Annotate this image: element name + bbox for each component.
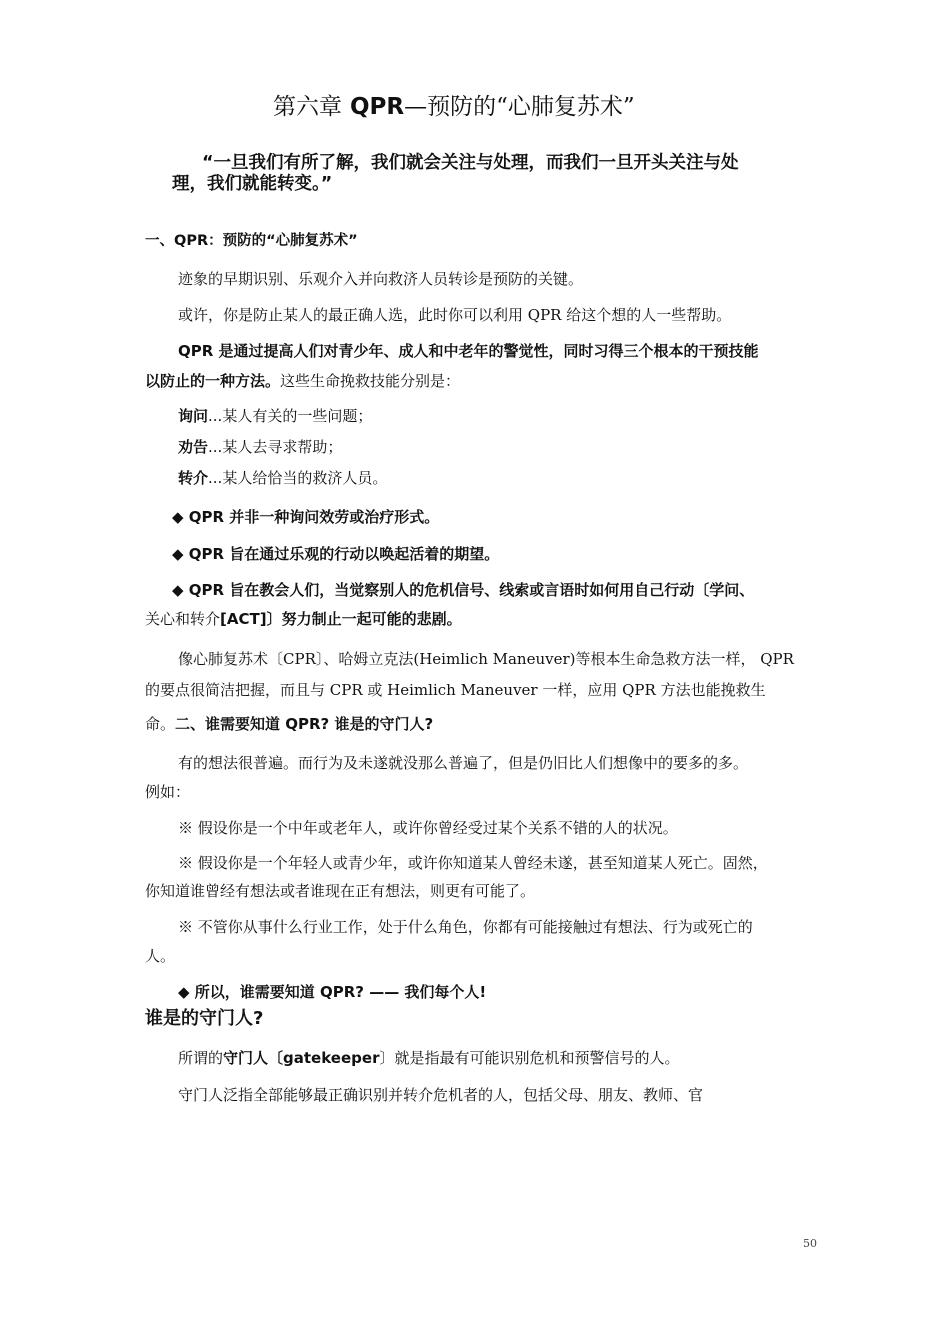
skill-desc: ...某人去寻求帮助； [208,438,343,456]
quote-line-1: “一旦我们有所了解，我们就会关注与处理，而我们一旦开头关注与处 [202,153,739,173]
example-item: ※ 假设你是一个年轻人或青少年，或许你知道某人曾经未遂，甚至知道某人死亡。固然， [178,854,768,872]
section-2-heading: 二、谁需要知道 QPR? 谁是的守门人? [175,715,434,733]
chapter-title-rest: —预防的“心肺复苏术” [404,94,635,120]
subheading: 谁是的守门人? [145,1008,264,1029]
text-part: 所谓的 [178,1049,224,1067]
skill-desc: ...某人有关的一些问题； [208,407,373,425]
paragraph-tail: 命。 [145,715,176,733]
paragraph: 守门人泛指全部能够最正确识别并转介危机者的人，包括父母、朋友、教师、官 [178,1086,704,1104]
paragraph: 例如： [145,783,191,801]
paragraph: 的要点很简洁把握，而且与 CPR 或 Heimlich Maneuver 一样，应用 QPR 方法也能挽救生 [145,681,766,699]
paragraph [145,370,460,391]
skill-item [178,467,387,488]
example-item: ※ 假设你是一个中年或老年人，或许你曾经受过某个关系不错的人的状况。 [178,819,678,837]
section-1-heading [145,229,358,250]
skill-desc: ...某人给恰当的救济人员。 [208,469,388,487]
bullet-item-continued [145,608,462,629]
text-bold: gatekeeper [283,1049,380,1067]
chapter-title-qpr: QPR [350,94,405,120]
paragraph-tail: 这些生命挽救技能分别是： [280,372,461,390]
chapter-title [273,88,635,121]
bullet-text-part: 〕努力制止一起可能的悲剧。 [266,610,462,628]
quote-line-2: 理，我们就能转变。” [172,174,333,194]
paragraph [178,1047,680,1068]
skill-item [178,405,372,426]
page-number: 50 [803,1237,817,1250]
text-bold: 守门人〔 [223,1049,284,1067]
text-part: 〕 [379,1049,395,1067]
bullet-text-act: [ACT] [220,610,267,628]
skill-name: 转介 [178,469,209,487]
section-1-heading-qpr: QPR [174,233,209,249]
paragraph: 或许，你是防止某人的最正确人选，此时你可以利用 QPR 给这个想的人一些帮助。 [178,306,732,324]
paragraph: 像心肺复苏术〔CPR〕、哈姆立克法(Heimlich Maneuver)等根本生命急救方法一样， QPR [178,650,794,668]
paragraph [145,713,433,734]
paragraph: 有的想法很普遍。而行为及未遂就没那么普遍了，但是仍旧比人们想像中的要多的多。 [178,754,749,772]
skill-name: 劝告 [178,438,209,456]
bullet-item: ◆ QPR 旨在通过乐观的行动以唤起活着的期望。 [172,545,500,563]
paragraph-bold-tail: 以防止的一种方法。 [145,372,281,390]
bullet-item: ◆ QPR 旨在教会人们，当觉察别人的危机信号、线索或言语时如何用自己行动〔学问、 [172,581,755,599]
chapter-title-prefix: 第六章 [273,94,342,120]
section-1-heading-rest: ：预防的“心肺复苏术” [208,233,358,249]
text-part: 就是指最有可能识别危机和预警信号的人。 [394,1049,680,1067]
section-1-heading-prefix: 一、 [145,233,174,249]
skill-item [178,436,342,457]
bullet-item: ◆ QPR 并非一种询问效劳或治疗形式。 [172,508,440,526]
skill-name: 询问 [178,407,209,425]
bullet-item: ◆ 所以，谁需要知道 QPR? —— 我们每个人! [178,983,487,1001]
paragraph-bold: QPR 是通过提高人们对青少年、成人和中老年的警觉性，同时习得三个根本的干预技能 [178,342,759,360]
example-item: ※ 不管你从事什么行业工作，处于什么角色，你都有可能接触过有想法、行为或死亡的 [178,918,753,936]
paragraph: 迹象的早期识别、乐观介入并向救济人员转诊是预防的关键。 [178,270,584,288]
example-item-continued: 人。 [145,947,176,965]
bullet-text-part: 关心和转介 [145,610,221,628]
example-item-continued: 你知道谁曾经有想法或者谁现在正有想法，则更有可能了。 [145,882,536,900]
